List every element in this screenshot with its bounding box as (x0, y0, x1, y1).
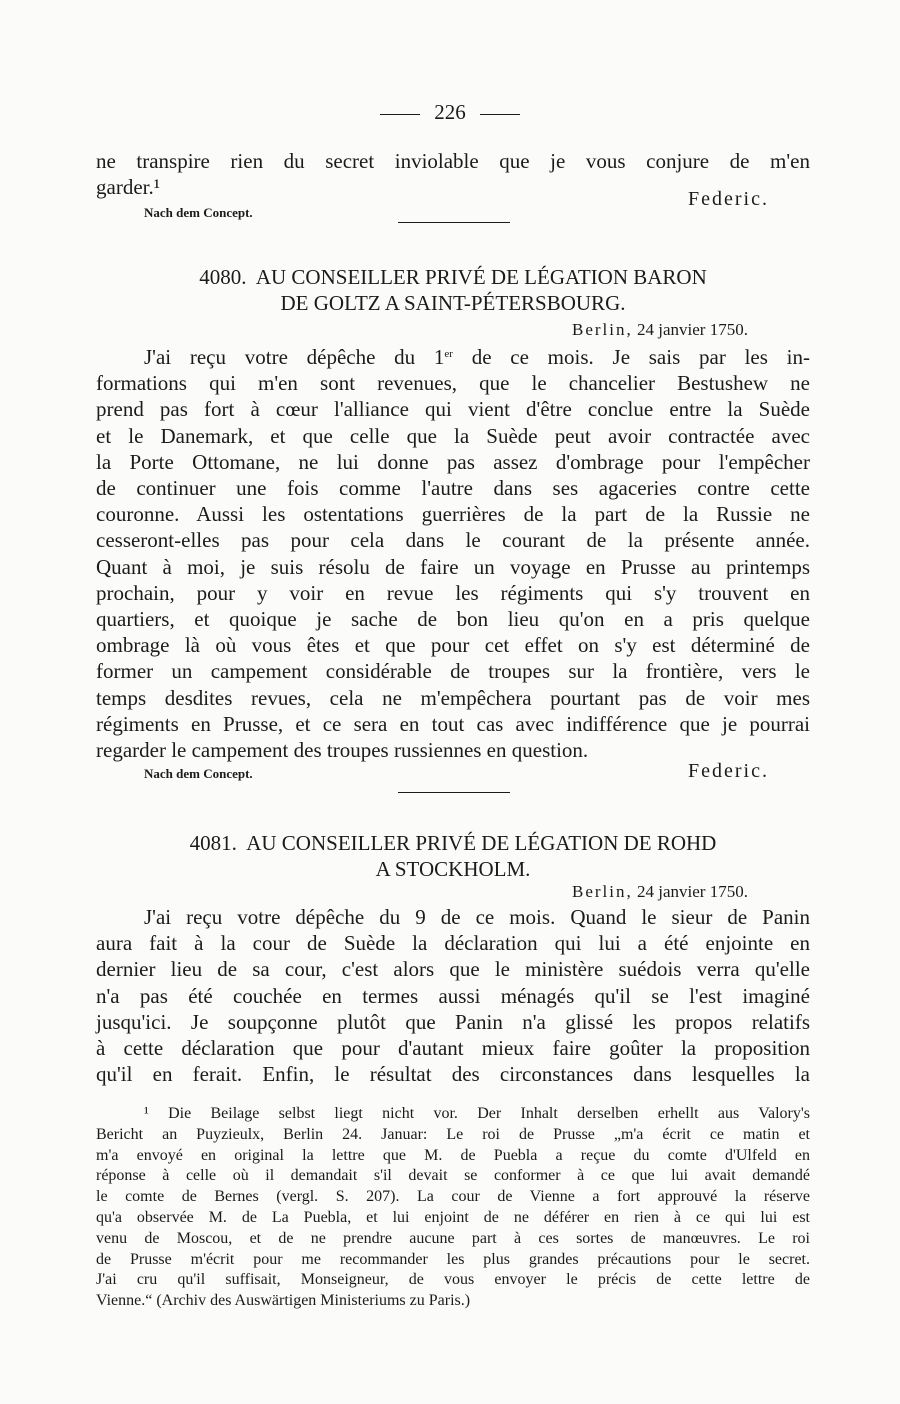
date-place: Berlin, (572, 320, 633, 339)
letter-title: AU CONSEILLER PRIVÉ DE LÉGATION BARON (255, 265, 707, 289)
body-line: la Porte Ottomane, ne lui donne pas assez d'ombrage pour l'empêcher (96, 449, 810, 474)
footnote-line: de Prusse m'écrit pour me recommander les plus grandes précautions pour le secret. (96, 1250, 810, 1268)
footnote-line: Bericht an Puyzieulx, Berlin 24. Januar: Le roi de Prusse „m'a écrit ce matin et (96, 1125, 810, 1143)
letter-number: 4080. (199, 265, 247, 289)
body-line: temps desdites revues, cela ne m'empêchera pourtant pas de voir mes (96, 685, 810, 710)
page-number-dash-right (480, 114, 520, 115)
letter-heading-line-1 (96, 264, 810, 290)
body-line: quartiers, et quoique je sache de bon lieu qu'on en a pris quelque (96, 607, 810, 632)
letter-title-line-2: A STOCKHOLM. (375, 857, 531, 881)
signature: Federic. (688, 188, 769, 210)
body-line: ombrage là où vous êtes et que pour cet effet on s'y est déterminé de (96, 633, 810, 658)
footnote-line: qu'a observée M. de La Puebla, et lui enjoint de ne déférer en rien à ce qui lui est (96, 1208, 810, 1226)
continuation-line: garder.¹ (96, 175, 161, 200)
letter-heading (96, 264, 810, 316)
letter-heading (96, 830, 810, 882)
letter-number: 4081. (189, 831, 237, 855)
body-line: à cette déclaration que pour d'autant mieux faire goûter la proposition (96, 1036, 810, 1061)
section-divider (398, 222, 510, 223)
body-line: qu'il en ferait. Enfin, le résultat des circonstances dans lesquelles la (96, 1062, 810, 1087)
body-line: et le Danemark, et que celle que la Suède peut avoir contractée avec (96, 423, 810, 448)
body-line: prend pas fort à cœur l'alliance qui vient d'être conclue entre la Suède (96, 397, 810, 422)
body-line: former un campement considérable de troupes sur la frontière, vers le (96, 659, 810, 684)
body-line: jusqu'ici. Je soupçonne plutôt que Panin n'a glissé les propos relatifs (96, 1009, 810, 1034)
body-line: régiments en Prusse, et ce sera en tout cas avec indifférence que je pourrai (96, 711, 810, 736)
footnote-line: venu de Moscou, et de ne prendre aucune part à ces sortes de manœuvres. Le roi (96, 1229, 810, 1247)
letter-body (96, 904, 810, 1087)
body-line: prochain, pour y voir en revue les régiments qui s'y trouvent en (96, 580, 810, 605)
footnote-line: Vienne.“ (Archiv des Auswärtigen Ministeriums zu Paris.) (96, 1292, 471, 1310)
footnote (96, 1104, 810, 1312)
section-divider (398, 792, 510, 793)
body-line: de continuer une fois comme l'autre dans ses agaceries contre cette (96, 476, 810, 501)
footnote-line: J'ai cru qu'il suffisait, Monseigneur, de vous envoyer le précis de cette lettre de (96, 1271, 810, 1289)
body-line: n'a pas été couchée en termes aussi ménagés qu'il se l'est imaginé (96, 983, 810, 1008)
letter-title-line-2: DE GOLTZ A SAINT-PÉTERSBOURG. (280, 291, 626, 315)
body-line: formations qui m'en sont revenues, que le chancelier Bestushew ne (96, 371, 810, 396)
footnote-line: ¹ Die Beilage selbst liegt nicht vor. Der Inhalt derselben erhellt aus Valory's (144, 1105, 810, 1122)
letter-date (572, 320, 748, 340)
letter-date (572, 882, 748, 902)
page-number-dash-left (380, 114, 420, 115)
body-line: cesseront-elles pas pour cela dans le courant de la présente année. (96, 528, 810, 553)
continuation-line: ne transpire rien du secret inviolable que je vous conjure de m'en (96, 149, 810, 173)
source-note: Nach dem Concept. (144, 205, 253, 220)
body-line: couronne. Aussi les ostentations guerrières de la part de la Russie ne (96, 502, 810, 527)
body-line: aura fait à la cour de Suède la déclaration qui lui a été enjointe en (96, 931, 810, 956)
footnote-line: réponse à celle où il demandait s'il devait se conformer à ce que lui avait demandé (96, 1167, 810, 1185)
footnote-line: m'a envoyé en original la lettre que M. de Puebla a reçue du comte d'Ulfeld en (96, 1146, 810, 1164)
body-line: regarder le campement des troupes russiennes en question. (96, 738, 589, 763)
letter-body (96, 344, 810, 763)
date-text: 24 janvier 1750. (637, 320, 748, 339)
footnote-line: le comte de Bernes (vergl. S. 207). La cour de Vienne a fort approuvé la réserve (96, 1188, 810, 1206)
letter-heading-line-1 (96, 830, 810, 856)
signature: Federic. (688, 760, 769, 782)
date-place: Berlin, (572, 882, 633, 901)
page-number (0, 100, 900, 125)
body-line: J'ai reçu votre dépêche du 1er de ce mois. Je sais par les in- (144, 345, 810, 369)
body-line: J'ai reçu votre dépêche du 9 de ce mois. Quand le sieur de Panin (144, 905, 810, 929)
date-text: 24 janvier 1750. (637, 882, 748, 901)
source-note: Nach dem Concept. (144, 766, 253, 781)
body-line: dernier lieu de sa cour, c'est alors que le ministère suédois verra qu'elle (96, 957, 810, 982)
body-line: Quant à moi, je suis résolu de faire un voyage en Prusse au printemps (96, 554, 810, 579)
letter-title: AU CONSEILLER PRIVÉ DE LÉGATION DE ROHD (246, 831, 717, 855)
page-number-text: 226 (434, 100, 466, 124)
